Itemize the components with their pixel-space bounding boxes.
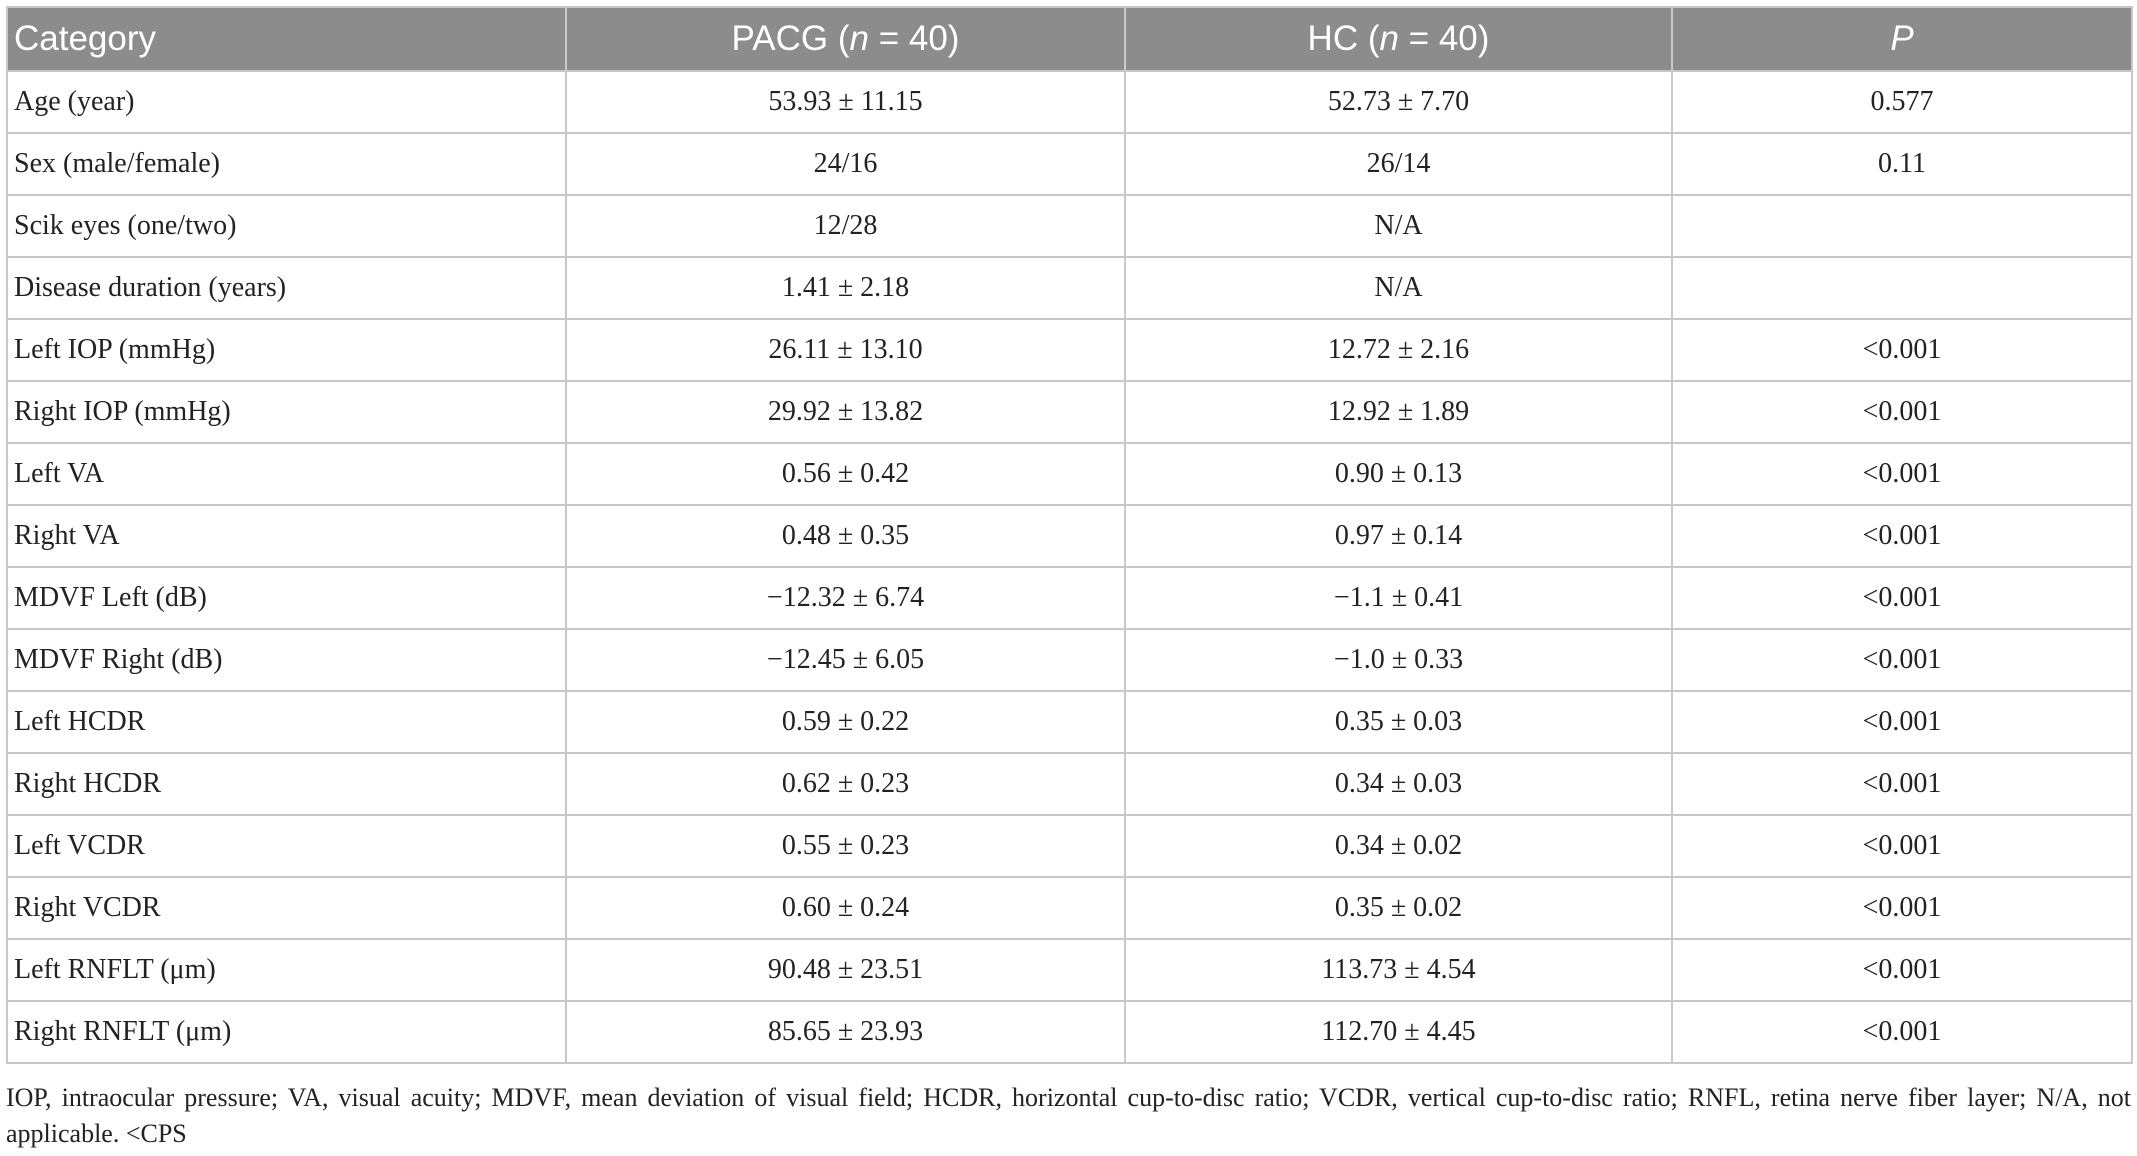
table-row <box>7 257 2132 319</box>
pacg-cell: 90.48 ± 23.51 <box>566 939 1125 1001</box>
category-cell: Right HCDR <box>7 753 566 815</box>
hc-cell: N/A <box>1125 257 1672 319</box>
pacg-cell: 24/16 <box>566 133 1125 195</box>
pacg-cell: 0.59 ± 0.22 <box>566 691 1125 753</box>
table-row <box>7 505 2132 567</box>
hc-cell: 113.73 ± 4.54 <box>1125 939 1672 1001</box>
header-hc: HC (n = 40) <box>1125 7 1672 71</box>
category-cell: Scik eyes (one/two) <box>7 195 566 257</box>
table-row <box>7 195 2132 257</box>
pacg-cell: 0.48 ± 0.35 <box>566 505 1125 567</box>
hc-cell: 26/14 <box>1125 133 1672 195</box>
p-value-cell: 0.577 <box>1672 71 2132 133</box>
pacg-cell: 26.11 ± 13.10 <box>566 319 1125 381</box>
hc-cell: 112.70 ± 4.45 <box>1125 1001 1672 1063</box>
category-cell: MDVF Right (dB) <box>7 629 566 691</box>
p-value-cell: <0.001 <box>1672 443 2132 505</box>
p-value-cell: 0.11 <box>1672 133 2132 195</box>
pacg-cell: 85.65 ± 23.93 <box>566 1001 1125 1063</box>
table-row <box>7 629 2132 691</box>
category-cell: Right IOP (mmHg) <box>7 381 566 443</box>
hc-cell: −1.1 ± 0.41 <box>1125 567 1672 629</box>
table-row <box>7 381 2132 443</box>
p-value-cell: <0.001 <box>1672 939 2132 1001</box>
category-cell: Left VCDR <box>7 815 566 877</box>
table-row <box>7 71 2132 133</box>
table-row <box>7 1001 2132 1063</box>
category-cell: Right VA <box>7 505 566 567</box>
hc-cell: 12.92 ± 1.89 <box>1125 381 1672 443</box>
p-value-cell: <0.001 <box>1672 1001 2132 1063</box>
table-row <box>7 815 2132 877</box>
p-value-cell: <0.001 <box>1672 691 2132 753</box>
p-value-cell: <0.001 <box>1672 381 2132 443</box>
category-cell: Disease duration (years) <box>7 257 566 319</box>
p-value-cell: <0.001 <box>1672 753 2132 815</box>
category-cell: Right VCDR <box>7 877 566 939</box>
p-value-cell: <0.001 <box>1672 567 2132 629</box>
hc-cell: 0.90 ± 0.13 <box>1125 443 1672 505</box>
table-row <box>7 443 2132 505</box>
pacg-cell: 12/28 <box>566 195 1125 257</box>
hc-cell: 0.34 ± 0.02 <box>1125 815 1672 877</box>
hc-cell: 0.34 ± 0.03 <box>1125 753 1672 815</box>
category-cell: Left HCDR <box>7 691 566 753</box>
table-row <box>7 319 2132 381</box>
category-cell: Sex (male/female) <box>7 133 566 195</box>
p-value-cell: <0.001 <box>1672 815 2132 877</box>
pacg-cell: 29.92 ± 13.82 <box>566 381 1125 443</box>
p-value-cell: <0.001 <box>1672 505 2132 567</box>
pacg-cell: 1.41 ± 2.18 <box>566 257 1125 319</box>
table-row <box>7 691 2132 753</box>
header-pacg: PACG (n = 40) <box>566 7 1125 71</box>
category-cell: Left IOP (mmHg) <box>7 319 566 381</box>
category-cell: MDVF Left (dB) <box>7 567 566 629</box>
category-cell: Age (year) <box>7 71 566 133</box>
category-cell: Right RNFLT (μm) <box>7 1001 566 1063</box>
table-row <box>7 567 2132 629</box>
data-table-container <box>6 6 2131 1064</box>
table-row <box>7 133 2132 195</box>
table-row <box>7 939 2132 1001</box>
table-header-row <box>7 7 2132 71</box>
pacg-cell: 0.62 ± 0.23 <box>566 753 1125 815</box>
pacg-cell: −12.45 ± 6.05 <box>566 629 1125 691</box>
p-value-cell: <0.001 <box>1672 319 2132 381</box>
p-value-cell: <0.001 <box>1672 877 2132 939</box>
header-category: Category <box>7 7 566 71</box>
hc-cell: 0.97 ± 0.14 <box>1125 505 1672 567</box>
p-value-cell <box>1672 257 2132 319</box>
table-body <box>7 71 2132 1063</box>
hc-cell: 12.72 ± 2.16 <box>1125 319 1672 381</box>
header-p-value: P <box>1672 7 2132 71</box>
p-value-cell <box>1672 195 2132 257</box>
table-footnote: IOP, intraocular pressure; VA, visual acuity; MDVF, mean deviation of visual field; HCDR, horizontal cup-to-disc ratio; VCDR, vertical cup-to-disc ratio; RNFL, retina nerve fiber layer; N/A, not applicable. <CPS <box>6 1083 2131 1148</box>
table-row <box>7 877 2132 939</box>
hc-cell: N/A <box>1125 195 1672 257</box>
hc-cell: −1.0 ± 0.33 <box>1125 629 1672 691</box>
pacg-cell: 53.93 ± 11.15 <box>566 71 1125 133</box>
pacg-cell: −12.32 ± 6.74 <box>566 567 1125 629</box>
hc-cell: 0.35 ± 0.03 <box>1125 691 1672 753</box>
table-row <box>7 753 2132 815</box>
category-cell: Left VA <box>7 443 566 505</box>
pacg-cell: 0.60 ± 0.24 <box>566 877 1125 939</box>
p-value-cell: <0.001 <box>1672 629 2132 691</box>
category-cell: Left RNFLT (μm) <box>7 939 566 1001</box>
demographics-table <box>6 6 2133 1064</box>
pacg-cell: 0.56 ± 0.42 <box>566 443 1125 505</box>
hc-cell: 52.73 ± 7.70 <box>1125 71 1672 133</box>
hc-cell: 0.35 ± 0.02 <box>1125 877 1672 939</box>
pacg-cell: 0.55 ± 0.23 <box>566 815 1125 877</box>
